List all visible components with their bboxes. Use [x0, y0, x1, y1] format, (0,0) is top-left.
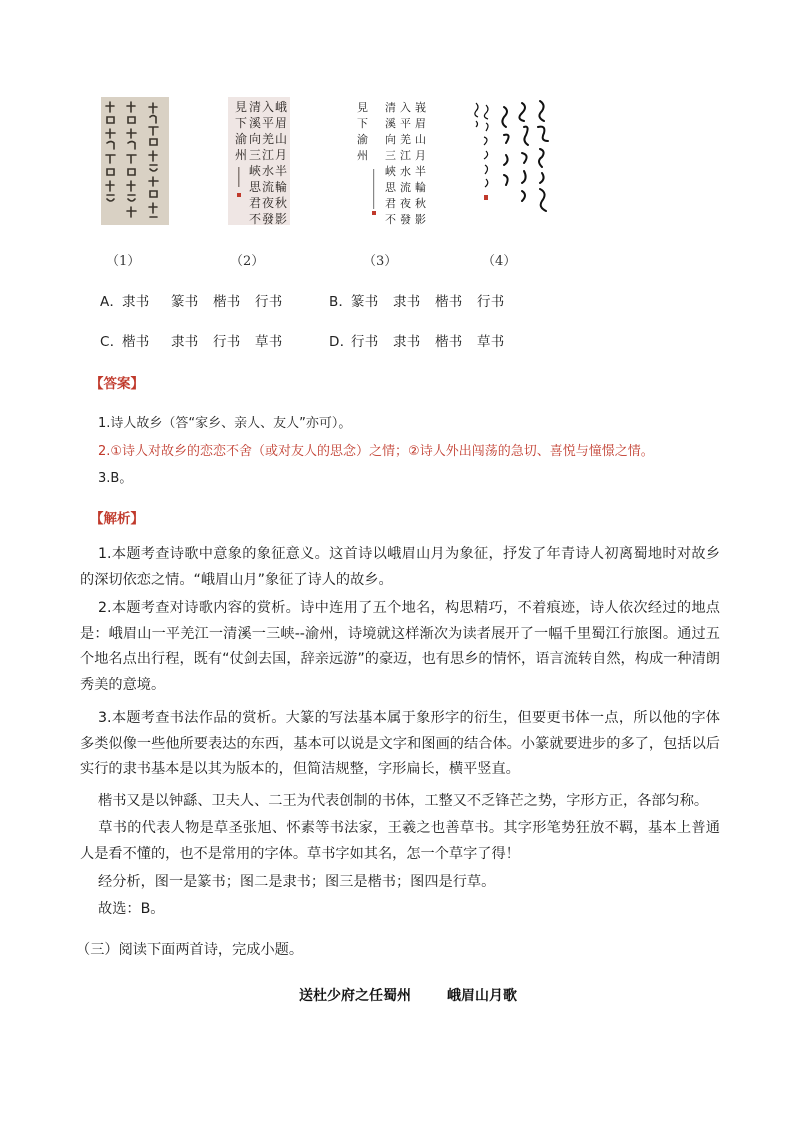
option-item: 行书: [477, 294, 505, 310]
analysis-paragraph-4: [80, 789, 720, 815]
option-item: 楷书: [213, 294, 241, 310]
svg-text:秋: 秋: [275, 196, 288, 210]
svg-text:州: 州: [357, 149, 368, 162]
svg-text:思: 思: [249, 180, 262, 194]
svg-text:清: 清: [249, 100, 262, 114]
svg-text:入: 入: [262, 100, 275, 114]
svg-text:向: 向: [385, 133, 396, 146]
option-b[interactable]: [329, 290, 505, 310]
clerical-script-image: [228, 97, 290, 225]
svg-text:影: 影: [415, 213, 426, 225]
running-script-image: [470, 97, 552, 217]
regular-script-image: [355, 97, 430, 225]
analysis-text: 2.本题考查对诗歌内容的赏析。诗中连用了五个地名，构思精巧，不着痕迹，诗人依次经过的地点是：峨眉山一平羌江一清溪一三峡--渝州，诗境就这样渐次为读者展开了一幅千里蜀江行旅图。通过五个地名点出行程，既有“仗剑去国，辞亲远游”的豪迈，也有思乡的情怀，语言流转自然，构成一种清朗秀美的意境。: [80, 600, 720, 693]
svg-text:不: 不: [249, 212, 262, 225]
svg-text:平: 平: [262, 116, 275, 130]
svg-text:水: 水: [400, 165, 411, 178]
svg-text:三: 三: [385, 149, 396, 162]
svg-text:思: 思: [385, 181, 396, 194]
analysis-label: 【解析】: [90, 511, 144, 527]
option-c[interactable]: [100, 330, 283, 350]
analysis-text: 故选：B。: [98, 901, 165, 917]
answer-line-1: 1.诗人故乡（答“家乡、亲人、友人”亦可）。: [98, 416, 352, 431]
svg-text:下: 下: [357, 117, 368, 130]
svg-text:向: 向: [249, 132, 262, 146]
option-letter: D．: [329, 334, 354, 350]
svg-text:渝: 渝: [357, 133, 368, 146]
figure-caption-4: （4）: [482, 254, 517, 269]
analysis-text: 楷书又是以钟繇、卫夫人、二王为代表创制的书体，工整又不乏锋芒之势，字形方正，各部匀称。: [98, 793, 709, 809]
analysis-paragraph-6: [80, 870, 720, 896]
figure-caption-3: （3）: [363, 254, 398, 269]
svg-text:輪: 輪: [275, 180, 288, 194]
option-d[interactable]: [329, 330, 505, 350]
analysis-text: 草书的代表人物是草圣张旭、怀素等书法家，王羲之也善草书。其字形笔势狂放不羁，基本上普通人是看不懂的，也不是常用的字体。草书字如其名，怎一个草字了得！: [80, 820, 720, 862]
option-letter: B．: [329, 294, 353, 310]
svg-text:見: 見: [235, 100, 248, 114]
analysis-paragraph-2: [80, 596, 720, 698]
option-item: 篆书: [171, 294, 199, 310]
option-item: 隶书: [171, 334, 199, 350]
option-item: 草书: [477, 334, 505, 350]
svg-text:夜: 夜: [400, 197, 411, 210]
svg-text:峨: 峨: [275, 100, 288, 114]
svg-text:影: 影: [275, 212, 288, 225]
svg-text:半: 半: [275, 164, 288, 178]
svg-text:見: 見: [357, 101, 368, 114]
svg-text:山: 山: [275, 132, 288, 146]
analysis-paragraph-7: [80, 897, 720, 923]
option-item: 隶书: [393, 334, 421, 350]
poem-title-1: 送杜少府之任蜀州: [299, 988, 411, 1004]
option-letter: A．: [100, 294, 124, 310]
svg-text:羌: 羌: [262, 132, 275, 146]
svg-text:眉: 眉: [415, 117, 426, 130]
option-item: 隶书: [393, 294, 421, 310]
svg-text:峽: 峽: [249, 164, 262, 178]
svg-text:秋: 秋: [415, 197, 426, 210]
analysis-text: 1.本题考查诗歌中意象的象征意义。这首诗以峨眉山月为象征，抒发了年青诗人初离蜀地时对故乡的深切依恋之情。“峨眉山月”象征了诗人的故乡。: [80, 546, 720, 588]
analysis-text: 3.本题考查书法作品的赏析。大篆的写法基本属于象形字的衍生，但要更书体一点，所以他的字体多类似像一些他所要表达的东西，基本可以说是文字和图画的结合体。小篆就要进步的多了，包括以后实行的隶书基本是以其为版本的，但简洁规整，字形扁长，横平竖直。: [80, 710, 720, 777]
option-item: 草书: [255, 334, 283, 350]
option-item: 行书: [351, 334, 379, 350]
option-a[interactable]: [100, 290, 283, 310]
svg-text:水: 水: [262, 164, 275, 178]
option-item: 楷书: [435, 294, 463, 310]
svg-text:發: 發: [400, 213, 411, 225]
svg-text:君: 君: [249, 196, 262, 210]
svg-text:不: 不: [385, 213, 396, 225]
svg-text:清: 清: [385, 101, 396, 114]
svg-text:江: 江: [262, 148, 275, 162]
svg-text:半: 半: [415, 165, 426, 178]
svg-text:溪: 溪: [385, 117, 396, 130]
svg-text:峩: 峩: [415, 101, 426, 114]
svg-text:發: 發: [262, 212, 275, 225]
svg-text:山: 山: [415, 133, 426, 146]
svg-text:流: 流: [400, 181, 411, 194]
answer-label: 【答案】: [90, 376, 144, 392]
option-item: 行书: [255, 294, 283, 310]
svg-text:輪: 輪: [415, 181, 426, 194]
option-item: 楷书: [122, 334, 150, 350]
svg-text:三: 三: [249, 148, 262, 162]
svg-text:入: 入: [400, 101, 411, 114]
section-3-intro: （三）阅读下面两首诗，完成小题。: [76, 942, 304, 958]
svg-text:州: 州: [235, 148, 248, 162]
svg-text:溪: 溪: [249, 116, 262, 130]
figure-caption-2: （2）: [230, 254, 265, 269]
answer-line-2: 2.①诗人对故乡的恋恋不舍（或对友人的思念）之情；②诗人外出闯荡的急切、喜悦与憧憬之情。: [98, 444, 654, 459]
svg-text:羌: 羌: [400, 133, 411, 146]
analysis-text: 经分析，图一是篆书；图二是隶书；图三是楷书；图四是行草。: [98, 874, 496, 890]
svg-text:夜: 夜: [262, 196, 275, 210]
answer-line-3: 3.B。: [98, 471, 133, 486]
analysis-paragraph-1: [80, 542, 720, 593]
svg-text:流: 流: [262, 180, 275, 194]
svg-text:君: 君: [385, 197, 396, 210]
option-item: 行书: [213, 334, 241, 350]
analysis-paragraph-5: [80, 816, 720, 867]
option-item: 隶书: [122, 294, 150, 310]
option-letter: C．: [100, 334, 124, 350]
svg-text:月: 月: [415, 149, 426, 162]
svg-text:江: 江: [400, 149, 411, 162]
svg-text:下: 下: [235, 116, 248, 130]
poem-title-2: 峨眉山月歌: [447, 988, 517, 1004]
svg-text:峽: 峽: [385, 165, 396, 178]
option-item: 楷书: [435, 334, 463, 350]
svg-text:平: 平: [400, 117, 411, 130]
option-item: 篆书: [351, 294, 379, 310]
analysis-paragraph-3: [80, 706, 720, 783]
seal-script-image: [101, 97, 169, 225]
svg-text:月: 月: [275, 148, 288, 162]
svg-text:眉: 眉: [275, 116, 288, 130]
svg-text:渝: 渝: [235, 132, 248, 146]
figure-caption-1: （1）: [106, 254, 141, 269]
